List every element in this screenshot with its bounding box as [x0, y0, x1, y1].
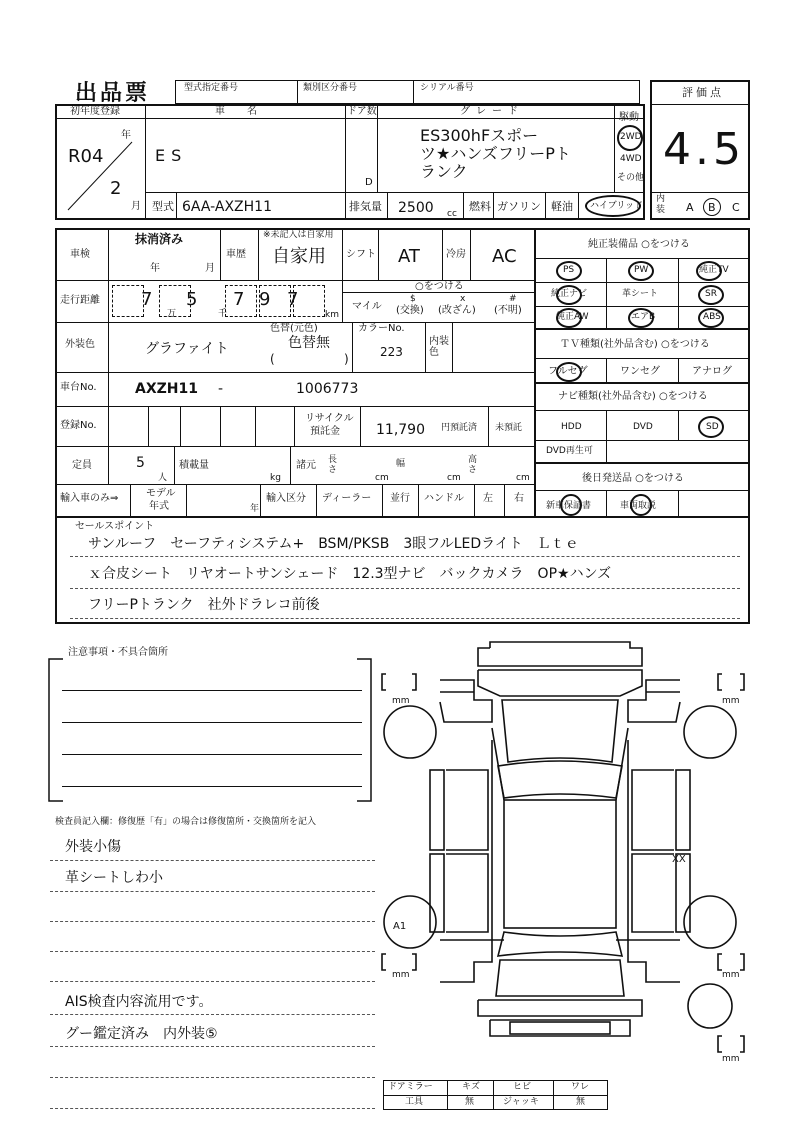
legend-break: ワレ: [571, 1082, 590, 1092]
recycle-unpaid: 未預託: [495, 423, 523, 433]
model-label: 型式: [152, 200, 174, 213]
import-dealer: ディーラー: [322, 493, 372, 504]
import-label: 輸入車のみ⇒: [60, 493, 119, 504]
form-title: 出品票: [75, 81, 151, 106]
recycle-label-2: 預託金: [310, 426, 340, 437]
equip-tv: 純正TV: [699, 265, 729, 275]
odometer-altered: (改ざん): [438, 305, 476, 316]
sales-point-line: フリーPトランク 社外ドラレコ前後: [88, 597, 320, 613]
tv-type-title: ＴＶ種類(社外品含む) ○をつける: [560, 339, 710, 350]
tv-full-seg: フルセグ: [548, 366, 588, 377]
load-label: 積載量: [179, 460, 209, 471]
id-numbers-box: [175, 80, 640, 104]
mileage-digit: 9: [259, 289, 271, 310]
reg-no-label: 登録No.: [60, 420, 97, 431]
navi-type-title: ナビ種類(社外品含む) ○をつける: [558, 391, 708, 402]
serial-number-label: シリアル番号: [420, 83, 474, 93]
capacity-value: 5: [136, 455, 145, 471]
recycle-paid: 円預託済: [441, 423, 478, 433]
legend-jack: ジャッキ: [503, 1097, 539, 1107]
car-name-label: 車 名: [215, 106, 263, 117]
interior-grade-label: 内装: [656, 194, 666, 215]
tv-analog: アナログ: [692, 366, 732, 377]
interior-grade-c: C: [732, 201, 740, 214]
equip-airbag: エアB: [631, 312, 656, 322]
fuel-hybrid: ハイブリッド: [590, 201, 644, 211]
doors-label: ドア数: [347, 106, 377, 117]
drive-4wd: 4WD: [620, 154, 642, 164]
car-name: ES: [155, 146, 188, 165]
history-value: 自家用: [272, 246, 326, 267]
color-change-value: 色替無: [288, 335, 330, 351]
fuel-gasoline: ガソリン: [497, 200, 541, 213]
chassis-model: AXZH11: [135, 381, 198, 397]
legend-tools-value: 無: [465, 1097, 475, 1107]
doc-warranty: 新車保証書: [546, 501, 592, 511]
handle-right: 右: [514, 493, 524, 504]
odometer-unknown: (不明): [494, 305, 522, 316]
mileage-digit: 7: [287, 289, 299, 310]
inspector-line: 外装小傷: [65, 839, 121, 855]
model-value: 6AA-AXZH11: [182, 199, 272, 215]
mileage-digit: 7: [141, 289, 153, 310]
mileage-label: 走行距離: [60, 295, 100, 306]
handle-left: 左: [483, 493, 493, 504]
navi-dvd: DVD: [633, 422, 653, 432]
grade-label: グレード: [460, 106, 524, 117]
equip-navi: 純正ナビ: [551, 289, 588, 299]
inspector-line: 革シートしわ小: [65, 870, 163, 886]
legend-crack: ヒビ: [513, 1082, 532, 1092]
equip-ps: PS: [563, 265, 575, 275]
shaken-label: 車検: [70, 249, 90, 260]
odometer-mile: マイル: [352, 301, 382, 312]
handle-label: ハンドル: [424, 493, 464, 504]
first-reg-label: 初年度登録: [70, 106, 120, 117]
equip-pw: PW: [634, 265, 649, 275]
color-label: 外装色: [65, 339, 95, 350]
import-type-label: 輸入区分: [266, 493, 306, 504]
displacement-label: 排気量: [349, 200, 382, 213]
model-year-label-1: モデル: [146, 488, 176, 499]
equipment-title: 純正装備品 ○をつける: [588, 239, 690, 250]
tv-one-seg: ワンセグ: [620, 366, 660, 377]
dvd-playback: DVD再生可: [546, 446, 593, 456]
grade-line-1: ES300hFスポー: [420, 126, 539, 145]
legend-door-mirror: ドアミラー: [388, 1082, 433, 1092]
drive-2wd: 2WD: [620, 132, 642, 142]
color-no-label: カラーNo.: [358, 323, 405, 334]
interior-grade-b: B: [708, 201, 716, 214]
color-no-value: 223: [380, 345, 403, 359]
interior-color-label: 内装色: [429, 336, 449, 358]
color-value: グラファイト: [145, 341, 229, 357]
type-cert-label: 型式指定番号: [184, 83, 239, 93]
door-type: D: [365, 177, 373, 188]
rating-value: 4.5: [663, 124, 745, 175]
history-note: ※未記入は自家用: [263, 230, 334, 240]
aircon-value: AC: [492, 246, 517, 267]
odometer-mark-label: ○をつける: [415, 281, 464, 292]
legend-tools: 工具: [405, 1097, 424, 1107]
caution-label: 注意事項・不具合箇所: [68, 647, 168, 658]
interior-grade-a: A: [686, 201, 694, 214]
damage-mark-a1: A1: [393, 921, 407, 932]
sales-point-line: ｘ合皮シート リヤオートサンシェード 12.3型ナビ バックカメラ OP★ハンズ: [88, 566, 612, 582]
equip-leather: 革シート: [622, 289, 659, 299]
rating-label: 評価点: [682, 86, 724, 99]
fuel-diesel: 軽油: [551, 200, 573, 213]
equip-sr: SR: [705, 289, 717, 299]
legend-scratch: キズ: [462, 1082, 480, 1092]
caution-bracket: [45, 655, 375, 805]
color-change-label: 色替(元色): [270, 323, 318, 334]
inspector-line: AIS検査内容流用です。: [65, 994, 213, 1010]
import-parallel: 並行: [390, 493, 410, 504]
equip-aw: 純正AW: [556, 312, 589, 322]
class-number-label: 類別区分番号: [303, 83, 358, 93]
navi-sd: SD: [706, 422, 719, 432]
inspector-label: 検査員記入欄：修復歴「有」の場合は修復箇所・交換箇所を記入: [55, 817, 317, 827]
fuel-label: 燃料: [469, 200, 491, 213]
length-label: 長さ: [328, 455, 338, 475]
grade-line-3: ランク: [420, 162, 468, 181]
first-reg-year: R04: [68, 146, 104, 167]
first-reg-month: 2: [110, 178, 122, 199]
height-label: 高さ: [468, 455, 478, 475]
shift-label: シフト: [346, 249, 376, 260]
navi-hdd: HDD: [561, 422, 582, 432]
chassis-label: 車台No.: [60, 382, 97, 393]
grade-line-2: ツ★ハンズフリーPト: [420, 144, 571, 163]
displacement-value: 2500: [398, 200, 434, 216]
shift-value: AT: [398, 246, 420, 267]
recycle-value: 11,790: [376, 422, 425, 438]
shaken-value: 抹消済み: [135, 232, 184, 246]
date-slash: [60, 130, 140, 216]
mileage-digit: 5: [186, 289, 198, 310]
history-label: 車歴: [226, 249, 246, 260]
legend-jack-value: 無: [576, 1097, 586, 1107]
car-damage-diagram: [380, 640, 760, 1080]
sales-points-label: セールスポイント: [75, 521, 155, 532]
recycle-label-1: リサイクル: [305, 413, 354, 424]
mileage-digit: 7: [233, 289, 245, 310]
dims-label: 諸元: [296, 460, 316, 471]
model-year-label-2: 年式: [149, 501, 169, 512]
equip-abs: ABS: [703, 312, 721, 322]
odometer-exchange: (交換): [396, 305, 424, 316]
sales-point-line: サンルーフ セーフティシステム+ BSM/PKSB 3眼フルLEDライト Ｌｔｅ: [88, 536, 579, 552]
doc-manual: 車両取説: [620, 501, 657, 511]
width-label: 幅: [396, 459, 406, 469]
inspector-line: グー鑑定済み 内外装⑤: [65, 1026, 218, 1042]
damage-mark-xx: XX: [672, 854, 686, 865]
aircon-label: 冷房: [446, 249, 466, 260]
chassis-number: 1006773: [296, 381, 359, 397]
drive-label: 駆動: [619, 112, 639, 123]
capacity-label: 定員: [72, 460, 92, 471]
drive-other: その他: [617, 173, 645, 183]
documents-title: 後日発送品 ○をつける: [582, 473, 684, 484]
